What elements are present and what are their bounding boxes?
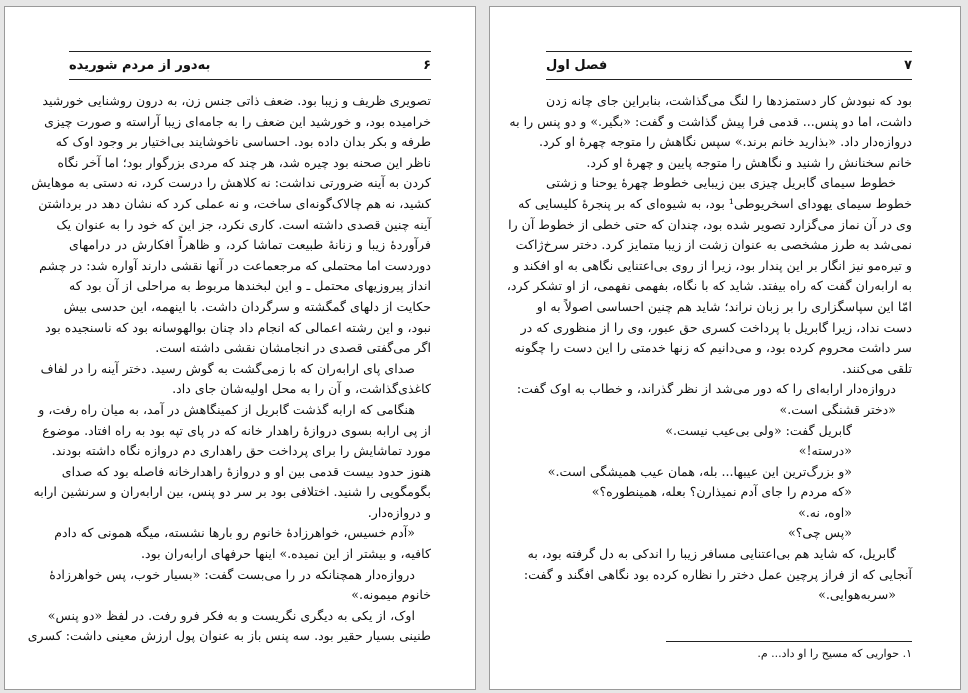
text-line: دوردست اما محتملی که مرجعماعت در آنها نقشی دارند آواره شد: در چشم (39, 257, 431, 273)
text-line: به ارابه‌ران گفت که راه بیفتد. شاید که با نگاه، بفهمی نفهمی، از او تشکر کرد، (506, 278, 912, 294)
text-line: طرفه و بکر بدان داده بود. احساسی ناخوشایند بی‌اختیار بر وجود اوک که (55, 134, 431, 150)
text-line: هنوز حدود بیست قدمی بین او و دروازهٔ راهدارخانه فاصله بود که صدای (61, 463, 431, 479)
text-line: کاغذی‌گذاشت، و آن را به محل اولیه‌شان جای داد. (172, 381, 431, 397)
text-line: خانم سخنانش را شنید و نگاهش را متوجه پایین و چهرهٔ او کرد. (586, 154, 912, 170)
text-line: «که مردم را جای آدم نمیذارن؟ بعله، همینطوره؟» (591, 484, 852, 500)
text-line: کشید، نه هم چالاک‌گونه‌ای ساخت، و نه عملی کرد که نشان دهد در برداشتن (38, 195, 431, 211)
text-line: دست نداد، زیرا گابریل با پرداخت کسری حق عبور، وی را از منظوری که در (520, 319, 912, 335)
text-line: خرامیده بود، و خورشید این ضعف را به جامه‌ای زیبا آراسته و صورت چیزی (44, 113, 431, 129)
text-line: بود که نبودش کار دستمزدها را لنگ می‌گذاشت، بنابراین جای چانه زدن (546, 93, 912, 108)
text-line: صدای پای ارابه‌ران که با زمی‌گشت به گوش رسید. دختر آینه را در لفاف (40, 360, 415, 376)
page-header (69, 58, 431, 78)
text-line: خانوم میمونه.» (351, 587, 431, 603)
text-line: «سربه‌هوایی.» (818, 587, 896, 603)
text-line: انداز پیروزیهای محتمل ـ و این لبخندها مربوط به مراحلی از آن بود که (69, 278, 431, 294)
text-line: گابریل گفت: «ولی بی‌عیب نیست.» (665, 422, 852, 438)
text-line: هنگامی که ارابه گذشت گابریل از کمینگاهش در آمد، به میان راه رفت، و (38, 401, 415, 417)
right-page (489, 6, 961, 690)
text-line: طنینی بسیار حقیر بود. سه پنس باز به عنوان پول ارزش معینی داشت: کسری (27, 628, 431, 644)
text-line: نمی‌شد به طرز مشخصی به عنوان زشت از زیبا متمایز کرد. دختر سرخ‌ژاکت (515, 237, 912, 253)
text-line: ناظر این صحنه بود چیره شد، هر چند که مردی بزرگوار بود؛ اما آخر نگاه (57, 154, 431, 170)
header-rule (69, 79, 431, 80)
text-line: کردن به آینه ضرورتی نداشت: نه کلاهش را درست کرد، نه دستی به موهایش (31, 175, 431, 191)
text-line: امّا این سپاسگزاری را بر زبان نراند؛ شاید هم چنین احساسی اصولاً به او (536, 298, 912, 314)
text-line: «آدم خسیس، خواهرزادهٔ خانوم رو بارها نشسته، میگه همونی که دادم (54, 525, 415, 541)
text-line: تصویری ظریف و زیبا بود. ضعف ذاتی جنس زن، به درون روشنایی خورشید (42, 93, 431, 108)
text-line: داشت، اما دو پنس... قدمی فرا پیش گذاشت و گفت: «بگیر.» و دو پنس را به (509, 113, 912, 129)
text-line: وی در آن نماز می‌گزارد تصویر شده بود، چندان که حتی خطی از خطوط آن را (508, 216, 912, 232)
text-line: تلقی می‌کنند. (842, 360, 912, 376)
text-line: گابریل، که شاید هم بی‌اعتنایی مسافر زیبا را اندکی به دل گرفته بود، به (527, 546, 896, 562)
running-title: فصل اول (546, 58, 608, 73)
top-rule (69, 51, 431, 52)
text-line: دروازه‌دار ارابه‌ای را که دور می‌شد از نظر گذراند، و خطاب به اوک گفت: (516, 381, 896, 397)
text-line: «اوه، نه.» (798, 504, 852, 520)
footnote: ۱. حواریی که مسیح را او داد... م. (757, 647, 912, 660)
text-line: «پس چی؟» (788, 525, 852, 541)
text-line: اوک، از یکی به دیگری نگریست و به فکر فرو رفت. در لفظ «دو پنس» (47, 607, 415, 623)
text-line: مورد تماشایش را برای پرداخت حق راهداری دم دروازه نگاه داشته بودند. (51, 443, 431, 459)
page-header (546, 58, 912, 78)
text-line: فرآوردهٔ زیبا و زنانهٔ طبیعت تماشا کرد، و ظاهراً افکارش در درامهای (69, 237, 431, 253)
text-line: سر داشت محروم کرده بود، و می‌دانیم که زنها خدمتی را این دست را چگونه (514, 340, 912, 356)
footnote-rule (666, 641, 912, 642)
header-rule (546, 79, 912, 80)
text-line: از پی ارابه بسوی دروازهٔ راهدار خانه که در پای تپه بود به راه افتاد. موضوع (42, 422, 431, 438)
text-line: «درسته!» (798, 443, 852, 459)
page-number: ۷ (904, 58, 912, 73)
text-line: و دروازه‌دار. (367, 504, 431, 520)
text-line: اگر می‌گفتی قصدی در انجامشان نقشی داشته است. (155, 340, 431, 356)
text-line: خطوط سیمای گابریل چیزی بین زیبایی خطوط چهرهٔ یوحنا و زشتی (546, 175, 896, 191)
text-line: کافیه، و بیشتر از این نمیده.» اینها حرفهای ارابه‌ران بود. (140, 546, 431, 562)
left-page (4, 6, 476, 690)
text-line: «دختر قشنگی است.» (779, 401, 896, 417)
text-line: دروازه‌دار داد. «بذارید خانم برند.» سپس نگاهش را متوجه چهرهٔ او کرد. (538, 134, 912, 150)
text-line: حکایت از دلهای گمگشته و سرگردان داشت. با اینهمه، این حدسی بیش (63, 298, 431, 314)
text-line: خطوط سیمای یهودای اسخریوطی¹ بود، به شیوه‌ای که بر پنجرهٔ کلیسایی که (518, 195, 912, 211)
text-line: «و بزرگ‌ترین این عیبها... بله، همان عیب همیشگی است.» (547, 463, 852, 479)
text-line: آنجایی که از فراز پرچین عمل دختر را نظاره کرده بود نگاهی افگند و گفت: (523, 566, 912, 582)
running-title: به‌دور از مردم شوریده (69, 58, 211, 73)
page-number: ۶ (423, 58, 431, 73)
text-line: بگومگویی را شنید. اختلافی بود بر سر دو پنس، بین ارابه‌ران و سرنشین ارابه (33, 484, 431, 500)
top-rule (546, 51, 912, 52)
page-body (27, 91, 431, 647)
text-line: آینه چنین قصدی داشته است. کاری نکرد، جز این که خود را به عنوان یک (56, 216, 431, 232)
text-line: و تیره‌مو نیز انگار بر این پندار بود، زیرا از روی بی‌اعتنایی نگاهی به او افکند و (513, 257, 912, 273)
text-line: دروازه‌دار همچنانکه در را می‌بست گفت: «بسیار خوب، پس خواهرزادهٔ (49, 566, 415, 582)
page-body (506, 91, 912, 606)
text-line: نبود، و این رشته اعمالی که انجام داد چنان بوالهوسانه بود که ناسنجیده بود (45, 319, 431, 335)
